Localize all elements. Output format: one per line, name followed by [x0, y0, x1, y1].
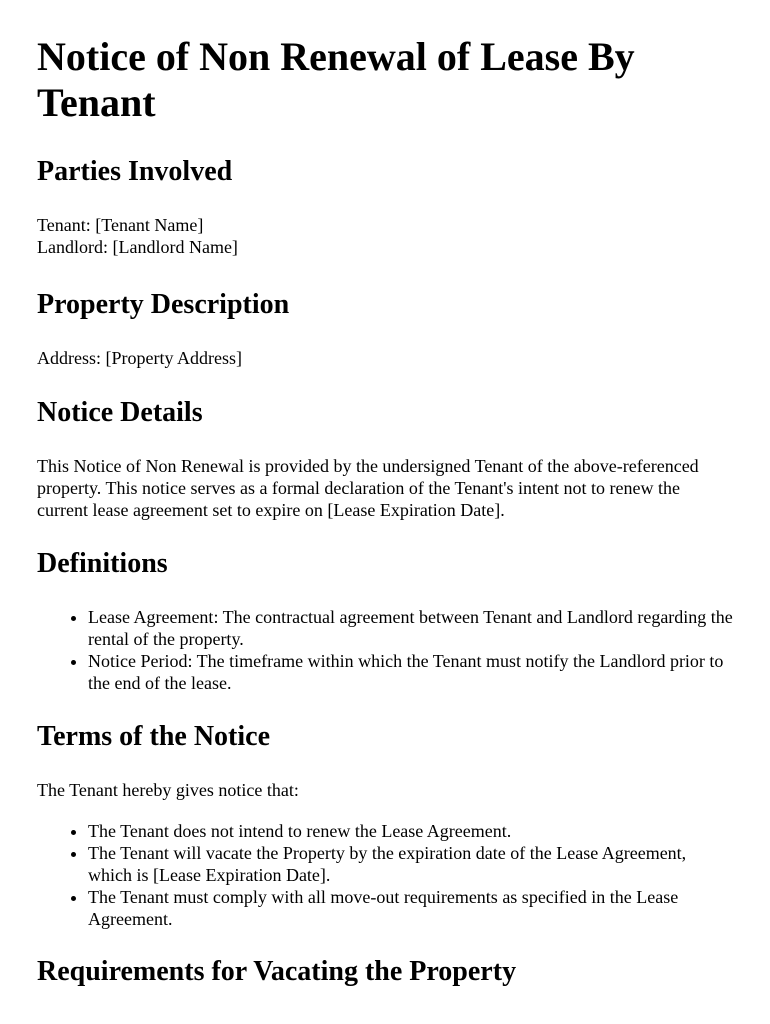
- parties-text: [37, 214, 734, 258]
- address-line: Address: [Property Address]: [37, 348, 242, 368]
- section-heading-notice: Notice Details: [37, 397, 203, 428]
- section-heading-definitions: Definitions: [37, 548, 168, 579]
- notice-paragraph: This Notice of Non Renewal is provided by the undersigned Tenant of the above-referenced property. This notice serves as a formal declaration of the Tenant's intent not to renew the current lease agreement set to expire on [Lease Expiration Date].: [37, 456, 699, 520]
- section-heading-terms: Terms of the Notice: [37, 721, 271, 752]
- section-heading-parties: Parties Involved: [37, 156, 233, 187]
- terms-list: [37, 820, 734, 930]
- list-item: • Lease Agreement: The contractual agreement between Tenant and Landlord regarding the rental of the property.: [88, 606, 734, 650]
- landlord-line: Landlord: [Landlord Name]: [37, 237, 238, 257]
- terms-intro: The Tenant hereby gives notice that:: [37, 780, 299, 800]
- list-item: • Notice Period: The timeframe within which the Tenant must notify the Landlord prior to the end of the lease.: [88, 650, 734, 694]
- tenant-line: Tenant: [Tenant Name]: [37, 215, 204, 235]
- section-heading-requirements: Requirements for Vacating the Property: [37, 956, 517, 987]
- list-item: • The Tenant does not intend to renew the Lease Agreement.: [88, 820, 734, 842]
- definitions-list: [37, 606, 734, 694]
- section-heading-property: Property Description: [37, 289, 290, 320]
- list-item: • The Tenant will vacate the Property by the expiration date of the Lease Agreement, which is [Lease Expiration Date].: [88, 842, 734, 886]
- list-item: • The Tenant must comply with all move-out requirements as specified in the Lease Agreement.: [88, 886, 734, 930]
- document-title: Notice of Non Renewal of Lease By Tenant: [37, 34, 635, 125]
